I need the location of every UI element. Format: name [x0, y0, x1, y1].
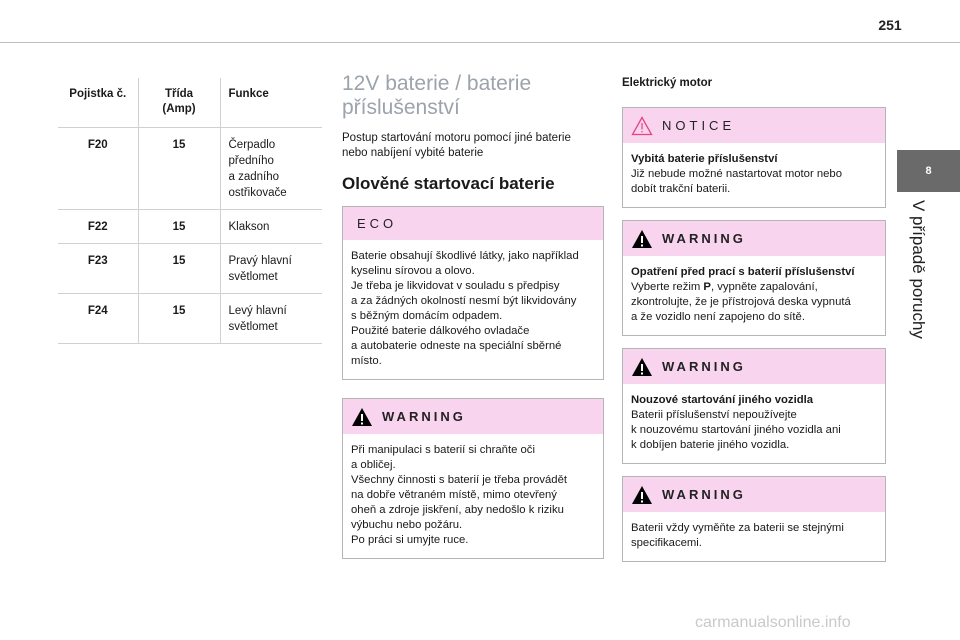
warning-title: Nouzové startování jiného vozidla — [631, 394, 814, 406]
warning-label: WARNING — [662, 231, 746, 246]
fuse-number: F22 — [58, 210, 138, 244]
warning-text-end: , vypněte zapalování, zkontrolujte, že je přístrojová deska vypnutá a že vozidlo není zapojeno do sítě. — [631, 281, 851, 323]
fuse-table — [58, 78, 322, 344]
warning-box — [622, 220, 886, 336]
fuse-table-header — [58, 78, 322, 128]
page-number: 251 — [878, 17, 902, 33]
electric-motor-section — [622, 76, 886, 562]
warning-box — [622, 476, 886, 562]
mode-p-label: P — [703, 281, 711, 293]
fuse-amperage: 15 — [138, 244, 220, 294]
warning-triangle-icon — [631, 485, 653, 505]
watermark[interactable]: carmanualsonline.info — [695, 614, 851, 631]
table-row — [58, 210, 322, 244]
warning-label: WARNING — [662, 487, 746, 502]
warning-box-header — [623, 221, 885, 256]
warning-text: Baterii příslušenství nepoužívejte k nouzovému startování jiného vozidla ani k dobíjen baterie jiného vozidla. — [631, 409, 841, 451]
warning-box-header — [343, 399, 603, 434]
section-title: 12V baterie / baterie příslušenství — [342, 72, 532, 119]
fuse-function: Pravý hlavní světlomet — [220, 244, 322, 294]
section-intro: Postup startování motoru pomocí jiné baterie nebo nabíjení vybité baterie — [342, 132, 571, 159]
warning-triangle-icon — [351, 407, 373, 427]
notice-label: NOTICE — [662, 118, 736, 133]
fuse-amperage: 15 — [138, 210, 220, 244]
notice-triangle-icon — [631, 116, 653, 136]
warning-triangle-icon — [631, 229, 653, 249]
warning-box-header — [623, 349, 885, 384]
notice-box — [622, 107, 886, 208]
warning-body — [623, 384, 885, 463]
fuse-amperage: 15 — [138, 128, 220, 210]
warning-box — [342, 398, 604, 559]
battery-section — [342, 72, 604, 559]
fuse-number: F20 — [58, 128, 138, 210]
right-heading: Elektrický motor — [622, 77, 713, 89]
warning-box — [622, 348, 886, 464]
warning-body — [623, 256, 885, 335]
eco-box-header — [343, 207, 603, 240]
eco-box — [342, 206, 604, 380]
fuse-amperage: 15 — [138, 294, 220, 344]
warning-title: Opatření před prací s baterií příslušenství — [631, 266, 855, 278]
warning-box-header — [623, 477, 885, 512]
warning-label: WARNING — [382, 409, 466, 424]
eco-label: ECO — [357, 216, 398, 231]
header-fuse-number: Pojistka č. — [58, 78, 138, 128]
notice-box-header — [623, 108, 885, 143]
header-function: Funkce — [220, 78, 322, 128]
fuse-function: Levý hlavní světlomet — [220, 294, 322, 344]
subsection-title: Olověné startovací baterie — [342, 174, 555, 193]
fuse-function: Klakson — [220, 210, 322, 244]
warning-text: Baterii vždy vyměňte za baterii se stejnými specifikacemi. — [631, 522, 844, 549]
chapter-title: V případě poruchy — [909, 200, 928, 339]
warning-text: Při manipulaci s baterií si chraňte oči a obličej. Všechny činnosti s baterií je třeba provádět na dobře větraném místě, mimo otevřený oheň a zdroje jiskření, aby nedošlo k riziku výbuchu nebo požáru. Po práci si umyjte ruce. — [351, 444, 568, 546]
chapter-tab[interactable] — [897, 150, 960, 192]
notice-title: Vybitá baterie příslušenství — [631, 153, 778, 165]
fuse-number: F23 — [58, 244, 138, 294]
notice-body — [623, 143, 885, 207]
header-divider — [0, 42, 960, 43]
fuse-number: F24 — [58, 294, 138, 344]
header-amperage: Třída (Amp) — [138, 78, 220, 128]
warning-triangle-icon — [631, 357, 653, 377]
table-row — [58, 294, 322, 344]
warning-text-start: Vyberte režim — [631, 281, 704, 293]
table-row — [58, 128, 322, 210]
warning-text — [631, 281, 851, 323]
chapter-number: 8 — [925, 165, 932, 177]
eco-text: Baterie obsahují škodlivé látky, jako například kyselinu sírovou a olovo. Je třeba je likvidovat v souladu s předpisy a za žádných okolností nesmí být likvidovány s běžným domácím odpadem. Použité baterie dálkového ovladače a autobaterie odneste na speciální sběrné místo. — [351, 250, 579, 367]
warning-label: WARNING — [662, 359, 746, 374]
fuse-function: Čerpadlo předního a zadního ostřikovače — [220, 128, 322, 210]
table-row — [58, 244, 322, 294]
notice-text: Již nebude možné nastartovat motor nebo dobít trakční baterii. — [631, 168, 843, 195]
